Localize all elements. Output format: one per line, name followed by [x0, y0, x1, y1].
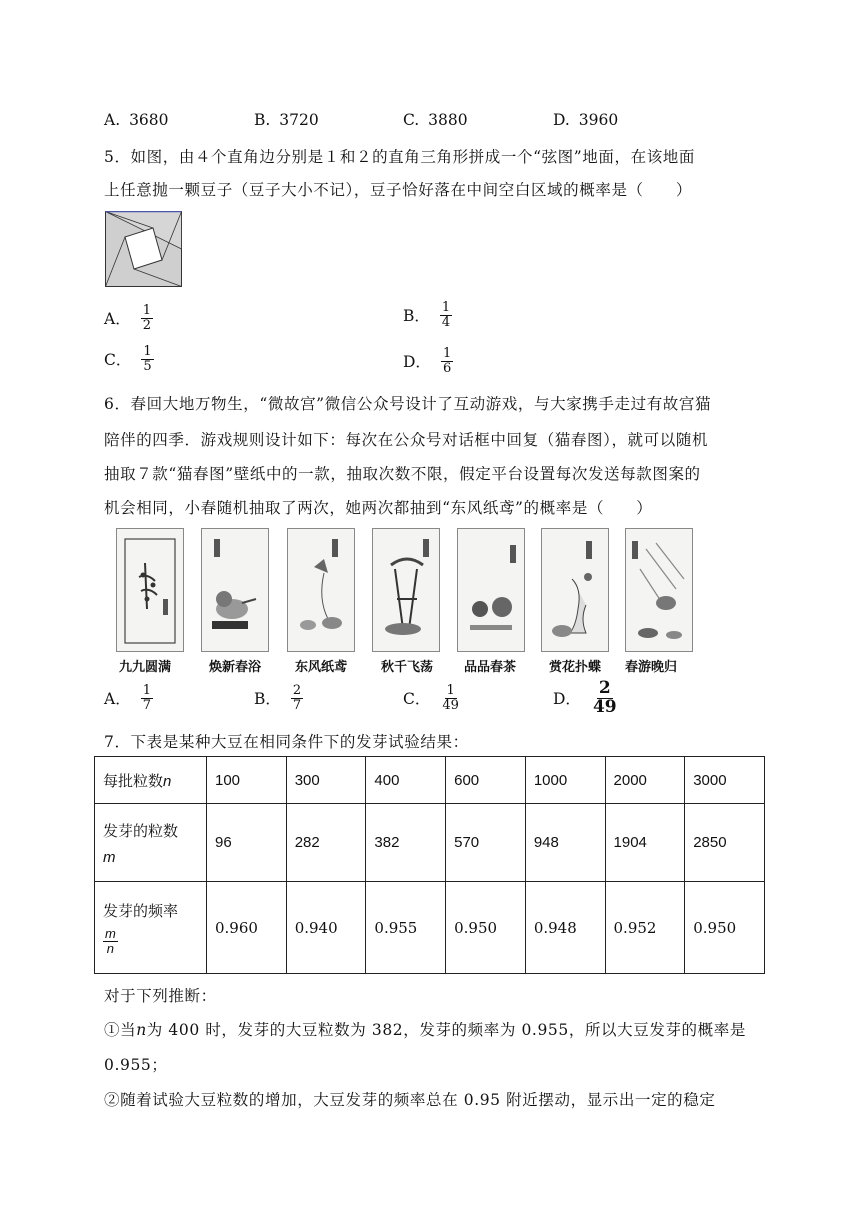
row-header: [95, 804, 207, 882]
numerator: 2: [292, 683, 302, 698]
fraction: [141, 684, 153, 712]
cat-wallpaper-image: [287, 528, 355, 652]
caption-4: 秋千飞荡: [381, 660, 434, 675]
q6-text-line1: 6．春回大地万物生，“微故宫”微信公众号设计了互动游戏，与大家携手走过有故宫猫: [104, 395, 712, 413]
q5-text-line2: 上任意抛一颗豆子（豆子大小不记），豆子恰好落在中间空白区域的概率是（ ）: [104, 181, 692, 199]
table-cell: 0.952: [605, 882, 685, 974]
q7-intro: 7．下表是某种大豆在相同条件下的发芽试验结果：: [104, 733, 469, 751]
statement-1-continued: 0.955；: [104, 1056, 168, 1074]
table-cell: 300: [286, 757, 366, 804]
row-label: 每批粒数: [103, 772, 164, 790]
table-cell: 400: [366, 757, 446, 804]
denominator: 6: [442, 360, 452, 376]
option-letter: D．: [553, 690, 581, 709]
statement-text: 为 400 时，发芽的大豆粒数为 382，发芽的频率为 0.955，所以大豆发芽的概率是: [146, 1021, 746, 1039]
fraction: [141, 304, 153, 332]
denominator: n: [106, 940, 115, 956]
q6-option-b[interactable]: [254, 684, 303, 712]
option-letter: A．: [104, 690, 131, 709]
cat-wallpaper-image: [541, 528, 609, 652]
numerator: 1: [142, 303, 151, 318]
option-letter: C.: [403, 111, 420, 129]
fraction: [103, 927, 118, 955]
denominator: 7: [142, 697, 151, 713]
denominator: 4: [441, 314, 451, 330]
cat-wallpaper-image: [625, 528, 693, 652]
q4-option-b[interactable]: [254, 111, 319, 129]
numerator: 1: [446, 683, 455, 698]
germination-table: [94, 756, 765, 974]
option-letter: B.: [254, 111, 271, 129]
q5-option-b[interactable]: [403, 301, 452, 329]
q5-option-a[interactable]: [104, 304, 153, 332]
q6-option-a[interactable]: [104, 684, 153, 712]
caption-1: 九九圆满: [119, 660, 172, 675]
table-cell: 600: [446, 757, 526, 804]
option-value: 3880: [428, 111, 468, 129]
variable: n: [163, 772, 172, 790]
table-cell: 0.950: [685, 882, 765, 974]
option-letter: B．: [403, 307, 430, 326]
row-header: [95, 757, 207, 804]
denominator: 5: [143, 358, 152, 374]
table-cell: 1000: [525, 757, 605, 804]
q4-option-c[interactable]: [403, 111, 468, 129]
denominator: 7: [292, 697, 302, 713]
numerator: 1: [441, 300, 451, 315]
q4-option-a[interactable]: [104, 111, 169, 129]
numerator: m: [105, 925, 116, 941]
cat-wallpaper-image: [457, 528, 525, 652]
q6-text-line3: 抽取７款“猫春图”壁纸中的一款，抽取次数不限，假定平台设置每次发送每款图案的: [104, 465, 701, 483]
fraction: [440, 684, 461, 712]
denominator: 2: [142, 317, 151, 333]
q5-option-d[interactable]: [403, 347, 453, 375]
table-cell: 2850: [685, 804, 765, 882]
q5-text-line1: 5．如图，由４个直角边分别是１和２的直角三角形拼成一个“弦图”地面，在该地面: [104, 148, 696, 166]
table-cell: 0.948: [525, 882, 605, 974]
option-letter: A．: [104, 310, 131, 329]
row-label: 发芽的粒数: [103, 822, 179, 840]
caption-5: 品品春茶: [464, 660, 517, 675]
option-letter: C．: [403, 690, 431, 709]
option-value: 3960: [578, 111, 619, 129]
option-letter: C．: [104, 351, 132, 370]
caption-3: 东风纸鸢: [295, 660, 348, 675]
table-cell: 100: [207, 757, 287, 804]
table-cell: 282: [286, 804, 366, 882]
fraction: [440, 301, 452, 329]
q6-option-c[interactable]: [403, 684, 461, 712]
q6-text-line4: 机会相同，小春随机抽取了两次，她两次都抽到“东风纸鸢”的概率是（ ）: [104, 499, 653, 517]
fraction: [141, 345, 153, 373]
table-cell: 0.955: [366, 882, 446, 974]
cat-wallpaper-image: [116, 528, 184, 652]
denominator: 49: [442, 697, 459, 713]
row-header: [95, 882, 207, 974]
cat-wallpaper-image: [372, 528, 440, 652]
q6-option-d[interactable]: [553, 680, 619, 717]
statement-1: [104, 1018, 746, 1040]
table-cell: 2000: [605, 757, 685, 804]
option-letter: B．: [254, 690, 281, 709]
table-cell: 3000: [685, 757, 765, 804]
fraction: [291, 684, 303, 712]
numerator: 1: [143, 344, 152, 359]
q4-option-d[interactable]: [553, 111, 618, 129]
table-cell: 96: [207, 804, 287, 882]
statement-text: ①当: [104, 1021, 137, 1039]
q6-text-line2: 陪伴的四季．游戏规则设计如下：每次在公众号对话框中回复（猫春图），就可以随机: [104, 431, 709, 449]
cat-wallpaper-image: [201, 528, 269, 652]
table-cell: 0.960: [207, 882, 287, 974]
option-letter: A.: [104, 111, 121, 129]
caption-7: 春游晚归: [625, 660, 678, 675]
numerator: 2: [598, 678, 611, 698]
table-row: [95, 882, 765, 974]
numerator: 1: [442, 346, 452, 361]
caption-6: 赏花扑蝶: [549, 660, 602, 675]
row-label: 发芽的频率: [103, 902, 179, 920]
statement-2: ②随着试验大豆粒数的增加，大豆发芽的频率总在 0.95 附近摆动，显示出一定的稳定: [104, 1091, 716, 1109]
table-cell: 570: [446, 804, 526, 882]
table-row: [95, 804, 765, 882]
denominator: 49: [592, 696, 617, 717]
option-letter: D.: [553, 111, 570, 129]
fraction: [441, 347, 453, 375]
caption-2: 焕新春浴: [209, 660, 262, 675]
option-value: 3720: [279, 111, 319, 129]
q7-after-text: 对于下列推断：: [104, 987, 217, 1005]
table-row: [95, 757, 765, 804]
string-figure-diagram: [105, 211, 182, 287]
numerator: 1: [142, 683, 151, 698]
table-cell: 382: [366, 804, 446, 882]
q5-option-c[interactable]: [104, 345, 154, 373]
table-cell: 0.940: [286, 882, 366, 974]
option-letter: D．: [403, 353, 431, 372]
option-value: 3680: [129, 111, 169, 129]
variable: m: [103, 848, 116, 866]
fraction: [591, 680, 619, 717]
variable: n: [136, 1021, 147, 1039]
table-cell: 0.950: [446, 882, 526, 974]
table-cell: 1904: [605, 804, 685, 882]
table-cell: 948: [525, 804, 605, 882]
